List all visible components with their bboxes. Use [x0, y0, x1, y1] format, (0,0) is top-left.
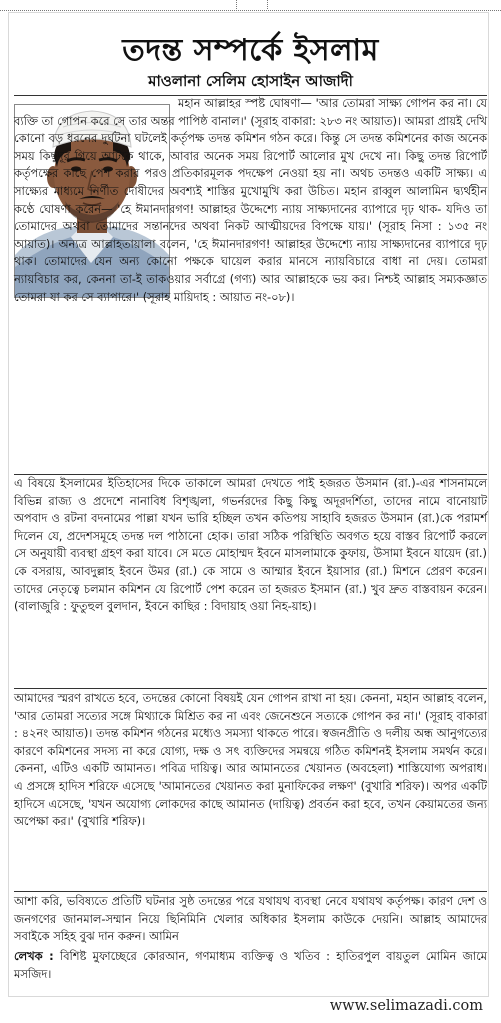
writer-description: বিশিষ্ট মুফাচ্ছেরে কোরআন, গণমাধ্যম ব্যক্তিত্ব ও খতিব : হাতিরপুল বায়তুল মোমিন জামে মসজিদ।: [14, 949, 487, 981]
paragraph-transparency: আমাদের স্মরণ রাখতে হবে, তদন্তের কোনো বিষয়ই যেন গোপন রাখা না হয়। কেননা, মহান আল্লাহ বলেন, 'আর তোমরা সত্যের সঙ্গে মিথ্যাকে মিশ্রিত কর না এবং জেনেশুনে সত্যকে গোপন কর না।' (সূরাহ বাকারা : ৪২নং আয়াত)। তদন্ত কমিশন গঠনের মধ্যেও সমস্যা থাকতে পারে। স্বজনপ্রীতি ও দলীয় অন্ধ আনুগত্যের কারণে কমিশনের সদস্য না করে যোগ্য, দক্ষ ও সৎ ব্যক্তিদের সমন্বয়ে গঠিত কমিশনই ইসলাম সমর্থন করে। কেননা, এটিও একটি আমানত। পবিত্র দায়িত্ব। আর আমানতের খেয়ানত (অবহেলা) শাস্তিযোগ্য অপরাধ। এ প্রসঙ্গে হাদিস শরিফে এসেছে 'আমানতের খেয়ানত করা মুনাফিকের লক্ষণ' (বুখারি শরিফ)। অপর একটি হাদিসে এসেছে, 'যখন অযোগ্য লোকদের কাছে আমানত (দায়িত্ব) প্রবর্তন করা হবে, তখন কেয়ামতের জন্য অপেক্ষা কর।' (বুখারি শরিফ)।: [14, 691, 487, 829]
website-url: www.selimazadi.com: [329, 998, 483, 1014]
author-byline: মাওলানা সেলিম হোসাইন আজাদী: [148, 72, 353, 90]
writer-label: লেখক :: [14, 949, 54, 963]
section-rule-2: [14, 688, 487, 689]
article-title: তদন্ত সম্পর্কে ইসলাম: [122, 33, 379, 68]
cut-notch: [236, 0, 268, 9]
paragraph-intro: মহান আল্লাহর স্পষ্ট ঘোষণা— 'আর তোমরা সাক্ষ্য গোপন কর না। যে ব্যক্তি তা গোপন করে সে তার অন্তর পাপিষ্ঠ বানাল।' (সূরাহ বাকারা: ২৮৩ নং আয়াত)। আমরা প্রায়ই দেখি কোনো বড় ধরনের দুর্ঘটনা ঘটলেই কর্তৃপক্ষ তদন্ত কমিশন গঠন করে। কিন্তু সে তদন্ত কমিশনের কাজ অনেক সময় কিছুদূর গিয়ে আটকে থাকে, আবার অনেক সময় রিপোর্ট আলোর মুখ দেখে না। কিছু তদন্ত রিপোর্ট কর্তৃপক্ষের কাছে পেশ করার পরও প্রতিকারমূলক পদক্ষেপ নেওয়া হয় না। অথচ তদন্তও একটি সাক্ষ্য। এ সাক্ষ্যের মাধ্যমে নির্ণীত দোষীদের অবশ্যই শাস্তির মুখোমুখি করা উচিত। মহান রাব্বুল আলামিন দ্ব্যর্থহীন কণ্ঠে ঘোষণা করেন— 'হে ঈমানদারগণ! আল্লাহর উদ্দেশ্যে ন্যায় সাক্ষ্যদানের ব্যাপারে দৃঢ় থাক- যদিও তা তোমাদের অথবা তোমাদের সন্তানদের অথবা নিকট আত্মীয়দের বিপক্ষে যায়।' (সূরাহ নিসা : ১৩৫ নং আয়াত)। অন্যত্র আল্লাহতায়ালা বলেন, 'হে ঈমানদারগণ! আল্লাহর উদ্দেশ্যে ন্যায় সাক্ষ্যদানের ব্যাপারে দৃঢ় থাক। তোমাদের যেন অন্য কোনো পক্ষকে ঘায়েল করার মানসে ন্যায়বিচারে বাধা না দেয়। তোমরা ন্যায়বিচার কর, কেননা তা-ই তাকওয়ার সর্বাগ্রে (গণ্য) আর আল্লাহকে ভয় কর। নিশ্চই আল্লাহ সম্যকজ্ঞাত তোমরা যা কর সে ব্যাপারে।' (সূরাহ মায়িদাহ : আয়াত নং-০৮)।: [14, 96, 487, 304]
paragraph-conclusion: আশা করি, ভবিষ্যতে প্রতিটি ঘটনার সুষ্ঠ তদন্তের পরে যথাযথ ব্যবস্থা নেবে যথাযথ কর্তৃপক্ষ। কারণ দেশ ও জনগণের জানমাল-সম্মান নিয়ে ছিনিমিনি খেলার অধিকার ইসলাম কাউকে দেয়নি। আল্লাহ আমাদের সবাইকে সহিহ বুঝ দান করুন। আমিন: [14, 894, 487, 944]
writer-note: [14, 948, 487, 983]
paragraph-history: এ বিষয়ে ইসলামের ইতিহাসের দিকে তাকালে আমরা দেখতে পাই হজরত উসমান (রা.)-এর শাসনামলে বিভিন্ন রাজ্য ও প্রদেশে নানাবিধ বিশৃঙ্খলা, গভর্নরদের কিছু কিছু অদূরদর্শিতা, তাদের নামে বানোয়াট অপবাদ ও রটনা বদনামের পাল্লা যখন ভারি হচ্ছিল তখন কতিপয় সাহাবি হজরত উসমান (রা.)কে পরামর্শ দিলেন যে, প্রদেশসমূহে তদন্ত দল পাঠানো হোক। তারা সঠিক পরিস্থিতি অবগত হয়ে বাস্তব রিপোর্ট করলে সে অনুযায়ী ব্যবস্থা গ্রহণ করা যাবে। সে মতে মোহাম্মদ ইবনে মাসলামাকে কুফায়, উসামা ইবনে যায়েদ (রা.) কে বসরায়, আবদুল্লাহ ইবনে উমর (রা.) কে সামে ও আম্মার ইবনে ইয়াসার (রা.) মিশনে প্রেরণ করেন। তাদের নেতৃত্বে চলমান কমিশন যে রিপোর্ট পেশ করেন তা হজরত ইসমান (রা.) খুব দ্রুত বাস্তবায়ন করেন। (বালাজুরি : ফুতুহুল বুলদান, ইবনে কাছির : বিদায়াহ ওয়া নিহ-য়াহ)।: [14, 476, 487, 614]
section-rule-3: [14, 891, 487, 892]
